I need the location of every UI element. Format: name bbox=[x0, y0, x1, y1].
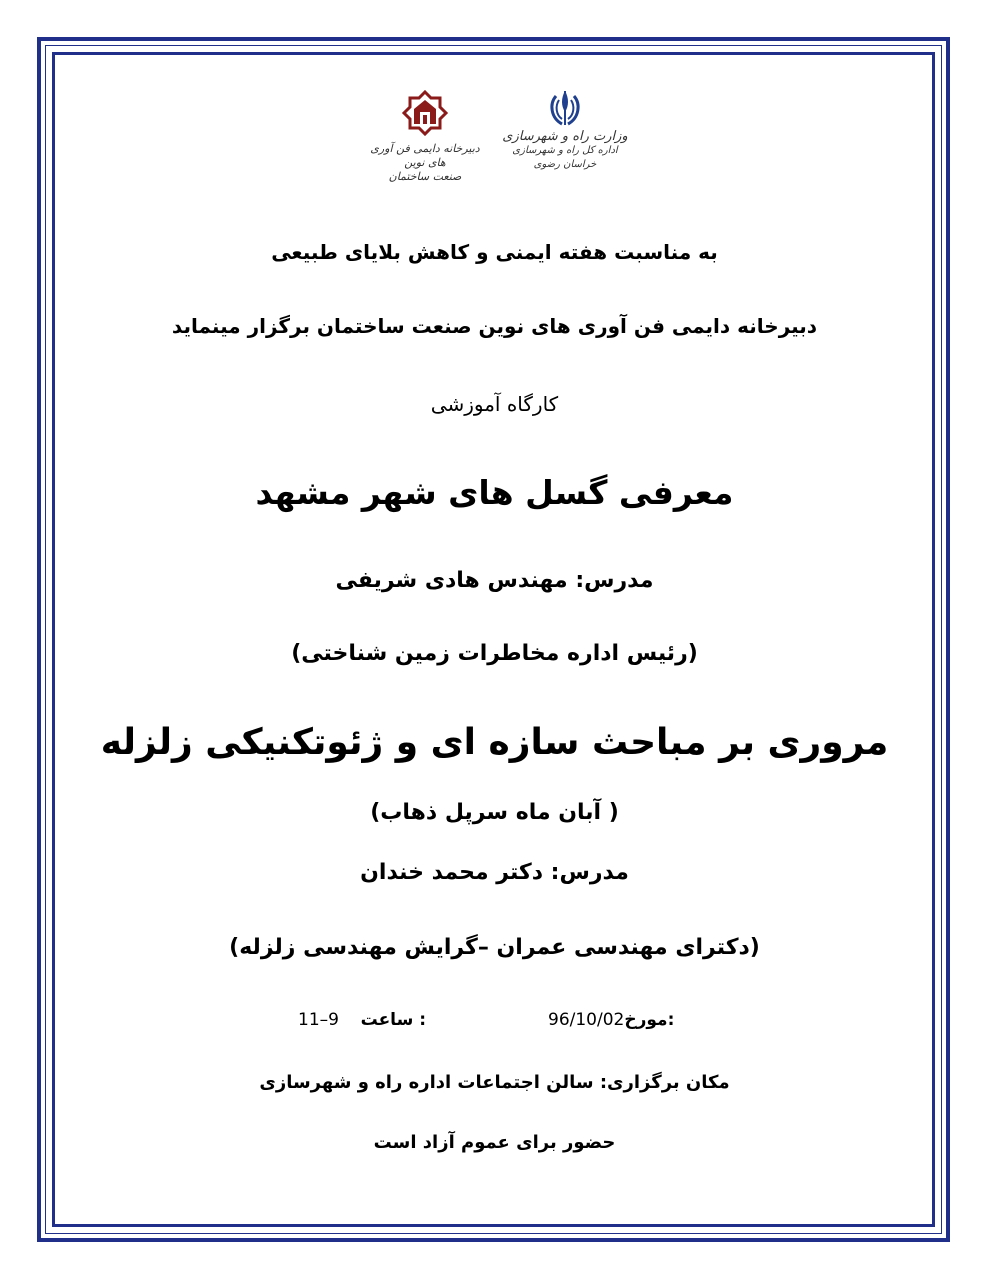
attendance-line: حضور برای عموم آزاد است bbox=[373, 1132, 616, 1153]
date-value: 96/10/02 bbox=[548, 1010, 625, 1030]
ministry-subname: اداره کل راه و شهرسازی خراسان رضوی bbox=[512, 145, 618, 170]
secretariat-subname: صنعت ساختمان bbox=[388, 170, 462, 183]
topic1-title: معرفی گسل های شهر مشهد bbox=[255, 473, 734, 512]
secretariat-name: دبیرخانه دایمی فن آوری های نوین bbox=[370, 142, 480, 169]
topic2-subtitle: ( آبان ماه سرپل ذهاب) bbox=[370, 800, 619, 825]
date-label: مورخ: bbox=[624, 1010, 675, 1030]
ministry-name: وزارت راه و شهرسازی bbox=[502, 129, 628, 144]
topic1-lecturer-role: (رئیس اداره مخاطرات زمین شناختی) bbox=[291, 641, 698, 666]
occasion-line: به مناسبت هفته ایمنی و کاهش بلایای طبیعی bbox=[271, 240, 718, 264]
ministry-logo bbox=[500, 88, 630, 172]
topic2-lecturer-role: (دکترای مهندسی عمران –گرایش مهندسی زلزله) bbox=[229, 935, 760, 960]
page-border-inner bbox=[52, 52, 935, 1227]
building-emblem-icon bbox=[400, 90, 450, 142]
topic2-lecturer: مدرس: دکتر محمد خندان bbox=[360, 860, 629, 885]
venue-line: مکان برگزاری: سالن اجتماعات اداره راه و شهرسازی bbox=[259, 1072, 730, 1093]
iran-emblem-icon bbox=[545, 88, 585, 130]
time-label: ساعت : bbox=[360, 1010, 427, 1030]
time-field bbox=[298, 1010, 426, 1030]
date-field bbox=[548, 1010, 674, 1030]
topic2-title: مروری بر مباحث سازه ای و ژئوتکنیکی زلزله bbox=[100, 722, 889, 763]
time-value: 11–9 bbox=[298, 1010, 339, 1030]
topic1-lecturer: مدرس: مهندس هادی شریفی bbox=[335, 568, 654, 593]
organizer-line: دبیرخانه دایمی فن آوری های نوین صنعت ساختمان برگزار مینماید bbox=[171, 314, 818, 338]
event-type: کارگاه آموزشی bbox=[430, 392, 559, 416]
secretariat-logo bbox=[360, 90, 490, 184]
